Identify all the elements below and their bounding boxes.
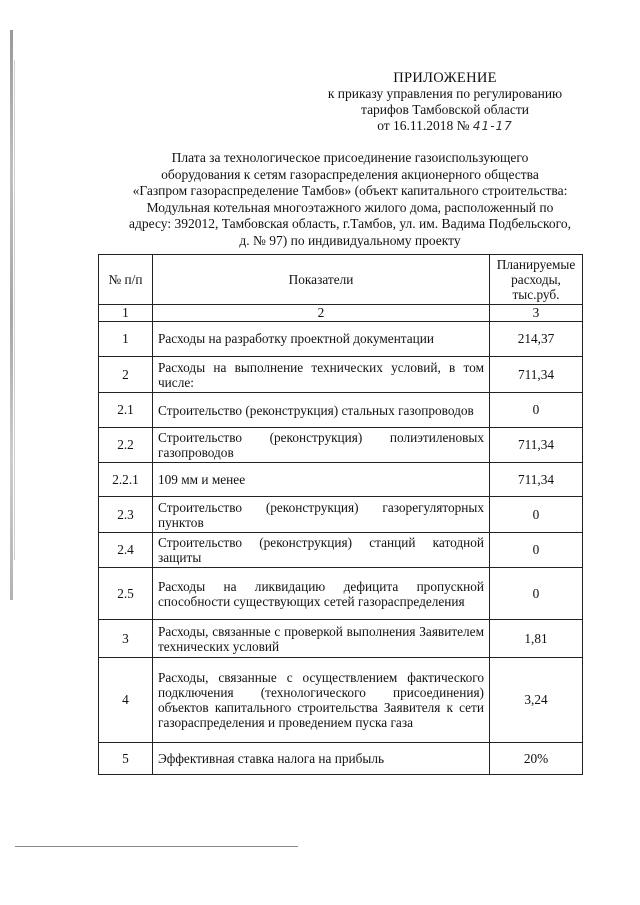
appendix-header (305, 70, 585, 134)
row-num: 3 (99, 620, 153, 658)
appendix-order-line: к приказу управления по регулированию (327, 86, 563, 101)
heading-line-5: адресу: 392012, Тамбовская область, г.Тамбов, ул. им. Вадима Подбельского, (129, 216, 571, 231)
row-num: 2.4 (99, 533, 153, 568)
row-num: 2.2 (99, 428, 153, 463)
row-value: 711,34 (490, 463, 583, 497)
table-index-row (99, 305, 583, 322)
scan-edge-artifact-secondary (14, 60, 15, 560)
row-value: 20% (490, 743, 583, 775)
row-num: 5 (99, 743, 153, 775)
row-num: 4 (99, 658, 153, 743)
handwritten-order-number: 41-17 (472, 119, 513, 133)
row-num: 1 (99, 322, 153, 357)
heading-line-3: «Газпром газораспределение Тамбов» (объект капитального строительства: (132, 183, 568, 198)
expenses-table (98, 254, 583, 775)
appendix-authority-line: тарифов Тамбовской области (361, 102, 529, 117)
row-text: Строительство (реконструкция) полиэтиленовых газопроводов (153, 428, 490, 463)
row-text: Расходы на ликвидацию дефицита пропускной способности существующих сетей газораспределения (153, 568, 490, 620)
table-row (99, 533, 583, 568)
table-row (99, 428, 583, 463)
row-text: Строительство (реконструкция) газорегуляторных пунктов (153, 497, 490, 533)
footer-rule (15, 846, 298, 847)
row-text: Строительство (реконструкция) стальных газопроводов (153, 393, 490, 428)
heading-line-4: Модульная котельная многоэтажного жилого дома, расположенный по (146, 199, 554, 215)
appendix-date-line (305, 118, 585, 134)
row-num: 2 (99, 357, 153, 393)
row-text: Расходы, связанные с проверкой выполнения Заявителем технических условий (153, 620, 490, 658)
appendix-date: от 16.11.2018 № (377, 118, 470, 133)
row-text: Эффективная ставка налога на прибыль (153, 743, 490, 775)
row-num: 2.2.1 (99, 463, 153, 497)
row-value: 0 (490, 393, 583, 428)
row-value: 214,37 (490, 322, 583, 357)
row-value: 711,34 (490, 428, 583, 463)
row-value: 711,34 (490, 357, 583, 393)
scan-edge-artifact (10, 30, 13, 600)
table-row (99, 620, 583, 658)
document-heading (100, 150, 600, 249)
header-expenses: Планируемые расходы, тыс.руб. (490, 255, 583, 305)
row-num: 2.1 (99, 393, 153, 428)
heading-line-6: д. № 97) по индивидуальному проекту (239, 232, 461, 248)
table-row (99, 357, 583, 393)
index-cell: 2 (153, 305, 490, 322)
row-num: 2.3 (99, 497, 153, 533)
table-row (99, 463, 583, 497)
row-value: 3,24 (490, 658, 583, 743)
table-row (99, 322, 583, 357)
header-num: № п/п (99, 255, 153, 305)
row-text: Расходы на выполнение технических условий, в том числе: (153, 357, 490, 393)
table-row (99, 568, 583, 620)
row-value: 1,81 (490, 620, 583, 658)
row-text: Расходы, связанные с осуществлением фактического подключения (технологического присоединения) объектов капитального строительства Заявителя к сети газораспределения и проведением пуска газа (153, 658, 490, 743)
row-text: Строительство (реконструкция) станций катодной защиты (153, 533, 490, 568)
heading-line-1: Плата за технологическое присоединение газоиспользующего (171, 150, 529, 165)
row-value: 0 (490, 533, 583, 568)
row-text: Расходы на разработку проектной документации (153, 322, 490, 357)
row-value: 0 (490, 497, 583, 533)
row-text: 109 мм и менее (153, 463, 490, 497)
table-row (99, 393, 583, 428)
table-row (99, 743, 583, 775)
index-cell: 1 (99, 305, 153, 322)
index-cell: 3 (490, 305, 583, 322)
row-num: 2.5 (99, 568, 153, 620)
table-row (99, 658, 583, 743)
table-row (99, 497, 583, 533)
header-indicator: Показатели (153, 255, 490, 305)
row-value: 0 (490, 568, 583, 620)
table-header-row (99, 255, 583, 305)
appendix-title: ПРИЛОЖЕНИЕ (393, 70, 497, 86)
heading-line-2: оборудования к сетям газораспределения акционерного общества (161, 166, 539, 182)
